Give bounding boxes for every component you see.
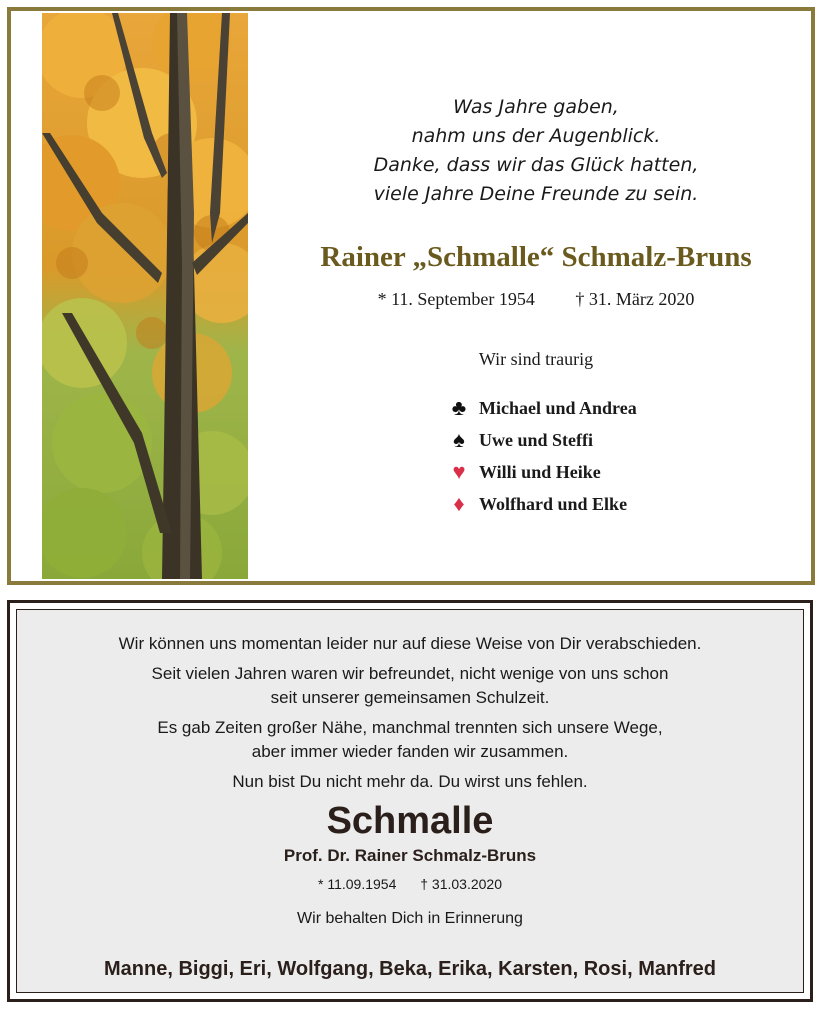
diamond-icon: ♦ (453, 491, 465, 516)
spade-icon: ♠ (453, 427, 465, 452)
mourner-names: Wolfhard und Elke (479, 493, 628, 514)
death-date: † 31.03.2020 (420, 876, 502, 892)
message-line: Nun bist Du nicht mehr da. Du wirst uns fehlen. (232, 772, 588, 791)
autumn-tree-photo (42, 13, 248, 579)
poem-line: nahm uns der Augenblick. (411, 125, 661, 147)
obituary-notice-top (7, 7, 815, 585)
mourner-names: Uwe und Steffi (479, 429, 594, 450)
full-name: Prof. Dr. Rainer Schmalz-Bruns (283, 846, 537, 865)
obituary-notice-bottom (7, 600, 813, 1002)
club-icon: ♣ (451, 395, 467, 420)
poem (261, 93, 811, 209)
nickname: Schmalle (326, 800, 494, 842)
notice-inner-frame (16, 609, 804, 993)
mourner-names: Michael und Andrea (479, 397, 637, 418)
signatures: Manne, Biggi, Eri, Wolfgang, Beka, Erika, Karsten, Rosi, Manfred (104, 958, 716, 980)
message-line: aber immer wieder fanden wir zusammen. (251, 742, 569, 761)
heart-icon: ♥ (452, 459, 466, 484)
death-date: † 31. März 2020 (575, 289, 695, 309)
mourner-item (447, 392, 747, 424)
farewell-message (17, 632, 803, 800)
mourner-names: Willi und Heike (479, 461, 601, 482)
message-line: seit unserer gemeinsamen Schulzeit. (270, 688, 550, 707)
mourner-item (447, 424, 747, 456)
birth-date: * 11.09.1954 (317, 876, 397, 892)
poem-line: Was Jahre gaben, (453, 96, 619, 118)
life-dates-short (17, 876, 803, 892)
mourner-item (447, 488, 747, 520)
sad-line: Wir sind traurig (478, 349, 594, 369)
poem-line: viele Jahre Deine Freunde zu sein. (373, 183, 699, 205)
remember-line: Wir behalten Dich in Erinnerung (297, 910, 523, 927)
deceased-name: Rainer „Schmalle“ Schmalz-Bruns (320, 241, 752, 273)
life-dates (261, 289, 811, 310)
autumn-tree-image (42, 13, 248, 579)
birth-date: * 11. September 1954 (377, 289, 535, 309)
mourner-item (447, 456, 747, 488)
message-line: Seit vielen Jahren waren wir befreundet, nicht wenige von uns schon (151, 664, 669, 683)
message-line: Wir können uns momentan leider nur auf diese Weise von Dir verabschieden. (118, 634, 702, 653)
mourner-list (447, 392, 747, 520)
poem-line: Danke, dass wir das Glück hatten, (373, 154, 699, 176)
message-line: Es gab Zeiten großer Nähe, manchmal trennten sich unsere Wege, (157, 718, 663, 737)
